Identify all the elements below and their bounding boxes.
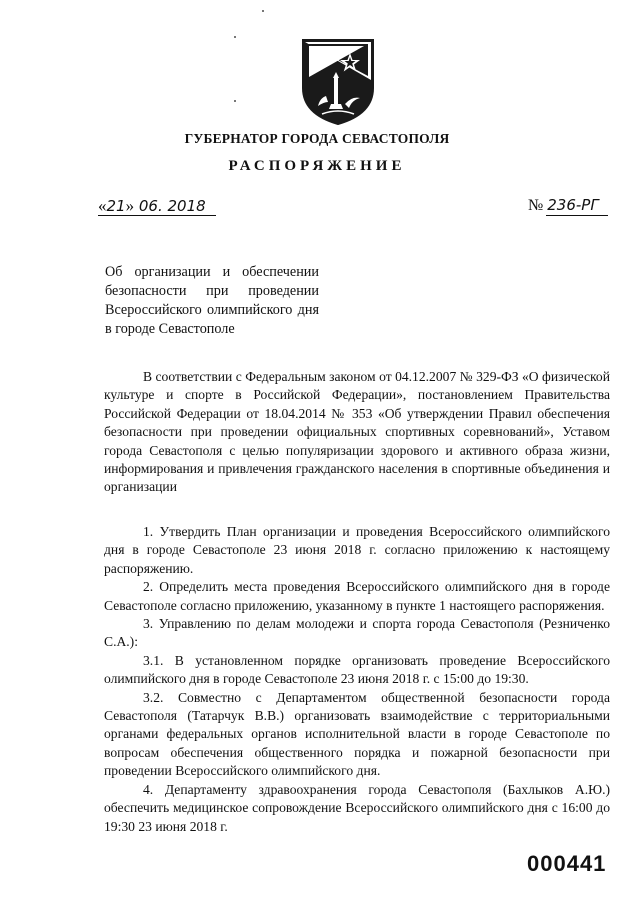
date-underline	[98, 215, 216, 216]
preamble-paragraph: В соответствии с Федеральным законом от 04.12.2007 № 329-ФЗ «О физической культуре и спорте в Российской Федерации», постановлением Правительства Российской Федерации от 18.04.2014 № 353 «Об утверждении Правил обеспечения безопасности при проведении официальных спортивных соревнований», Уставом города Севастополя с целью популяризации здорового и активного образа жизни, информирования и привлечения гражданского населения в спортивные объединения и организации	[104, 369, 610, 495]
order-item: 4. Департаменту здравоохранения города Севастополя (Бахлыков А.Ю.) обеспечить медицинское сопровождение Всероссийского олимпийского дня с 16:00 до 19:30 23 июня 2018 г.	[104, 781, 610, 834]
order-item: 3.2. Совместно с Департаментом общественной безопасности города Севастополя (Татарчук В.В.) организовать взаимодействие с территориальными органами федеральных органов исполнительной власти в городе Севастополе по вопросам обеспечения общественного порядка и пожарной безопасности при проведении Всероссийского олимпийского дня.	[104, 689, 610, 779]
number-value: 236-РГ	[547, 196, 599, 214]
order-item: 3.1. В установленном порядке организовать проведение Всероссийского олимпийского дня в городе Севастополе 23 июня 2018 г. с 15:00 до 19:30.	[104, 652, 610, 687]
scan-speck	[234, 36, 236, 38]
coat-of-arms-icon	[300, 36, 376, 126]
form-serial-number: 000441	[527, 851, 607, 876]
document-subject: Об организации и обеспечении безопасности при проведении Всероссийского олимпийского дня в городе Севастополе	[105, 264, 319, 337]
document-date	[98, 196, 206, 216]
order-items	[104, 523, 610, 836]
scan-speck	[262, 10, 264, 12]
document-type-title: РАСПОРЯЖЕНИЕ	[228, 158, 406, 174]
number-underline	[546, 215, 608, 216]
number-prefix: №	[528, 197, 544, 214]
scan-speck	[234, 100, 236, 102]
document-registration-number	[528, 196, 599, 215]
order-item: 2. Определить места проведения Всероссийского олимпийского дня в городе Севастополе согласно приложению, указанному в пункте 1 настоящего распоряжения.	[104, 579, 610, 613]
order-item: 3. Управлению по делам молодежи и спорта города Севастополя (Резниченко С.А.):	[104, 616, 610, 650]
date-open-quote: «	[98, 196, 107, 215]
governor-title: ГУБЕРНАТОР ГОРОДА СЕВАСТОПОЛЯ	[184, 131, 450, 146]
order-item: 1. Утвердить План организации и проведения Всероссийского олимпийского дня в городе Севастополе 23 июня 2018 г. согласно приложению к настоящему распоряжению.	[104, 524, 610, 576]
date-month-year: 06. 2018	[134, 197, 206, 215]
date-day: 21	[106, 197, 126, 215]
date-close-quote: »	[125, 196, 135, 215]
